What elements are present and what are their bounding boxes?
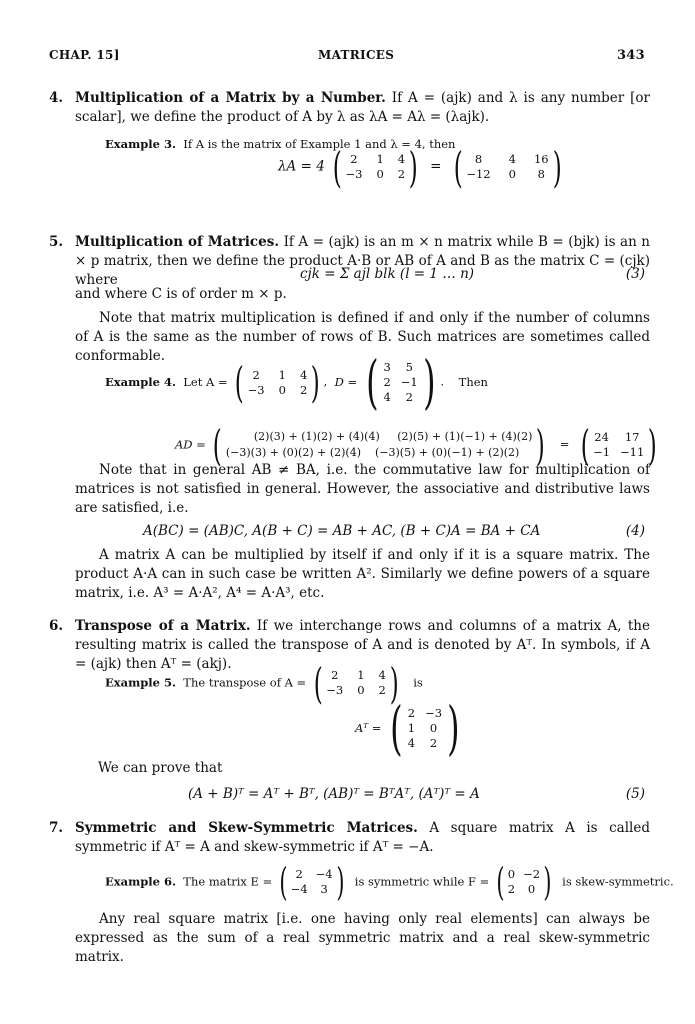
example-5-text: The transpose of A = <box>183 675 307 690</box>
ad-label: AD = <box>175 437 206 452</box>
transpose-result <box>355 694 465 762</box>
eq-5-label: (5) <box>625 786 645 802</box>
at-label: Aᵀ = <box>355 721 382 735</box>
matrix-at: ( 2 −3 1 0 4 2 ) <box>390 694 460 762</box>
formula-3: cjk = Σ ajl blk (l = 1 … n) <box>300 266 475 282</box>
running-title: MATRICES <box>318 48 395 62</box>
example-5 <box>105 658 423 708</box>
matrix-d: ( 3 5 2 −1 4 2 ) <box>365 348 436 416</box>
then-text: Then <box>458 375 488 389</box>
d-label: D = <box>334 375 358 389</box>
example-4-label: Example 4. <box>105 375 176 389</box>
laws-5: (A + B)ᵀ = Aᵀ + Bᵀ, (AB)ᵀ = BᵀAᵀ, (Aᵀ)ᵀ = A <box>188 786 480 802</box>
laws-4: A(BC) = (AB)C, A(B + C) = AB + AC, (B + C)A = BA + CA <box>143 523 541 539</box>
example-6 <box>105 859 674 904</box>
section-5-number: 5. <box>49 234 64 250</box>
ad-product: AD = ( (2)(3) + (1)(2) + (4)(4) (2)(5) + (1)(−1) + (4)(2) (−3)(3) + (0)(2) + (2)(4) (−3)(5) + (0)(−1) + (2)(2) ) = ( 24 17 −1 −11 ) <box>175 413 661 477</box>
example-6-label: Example 6. <box>105 874 176 889</box>
example-3-equation: λA = 4 ( 2 1 4 −3 0 2 ) = ( 8 4 16 −12 0 8 ) <box>278 152 565 182</box>
eq-4-label: (4) <box>625 523 645 539</box>
section-4-paragraph <box>75 89 650 127</box>
matrix-f: ( 0 −2 2 0 ) <box>496 859 552 904</box>
example-5-label: Example 5. <box>105 675 176 690</box>
section-5-title: Multiplication of Matrices. <box>75 234 280 250</box>
matrix-e: ( 2 −4 −4 3 ) <box>279 859 345 904</box>
matrix-a-ex4: ( 2 1 4 −3 0 2 ) <box>234 358 320 407</box>
chapter-label: CHAP. 15] <box>49 48 120 62</box>
section-5-text1: If A = (ajk) is an m × n matrix while B = (bjk) is an n × p matrix, then we define the product A·B or AB of A and B as the matrix C = (cjk) where <box>75 234 650 288</box>
section-7-text: A square matrix A is called symmetric if Aᵀ = A and skew-symmetric if Aᵀ = −A. <box>75 820 650 855</box>
section-6-number: 6. <box>49 618 64 634</box>
is-text: is <box>413 675 423 690</box>
section-7-title: Symmetric and Skew-Symmetric Matrices. <box>75 820 418 836</box>
example-6-text1: The matrix E = <box>183 874 273 889</box>
section-4-title: Multiplication of a Matrix by a Number. <box>75 90 386 106</box>
example-4: Example 4. Let A = ( 2 1 4 −3 0 2 ) , D = ( 3 5 2 −1 4 2 ) . Then <box>105 348 488 416</box>
section-5-text4: Note that in general AB ≠ BA, i.e. the commutative law for multiplication of matrices is not satisfied in general. However, the associative and distributive laws are satisfied, i.e. <box>75 462 650 516</box>
matrix-4a: ( 8 4 16 −12 0 8 ) <box>453 142 562 192</box>
section-6-text: If we interchange rows and columns of a matrix A, the resulting matrix is called the transpose of A and is denoted by Aᵀ. In symbols, if A = (ajk) then Aᵀ = (akj). <box>75 618 650 672</box>
example-3-text: If A is the matrix of Example 1 and λ = 4, then <box>183 137 456 151</box>
lambda-a-lhs: λA = 4 <box>278 158 325 175</box>
section-4-number: 4. <box>49 90 64 106</box>
example-6-text2: is symmetric while F = <box>354 874 490 889</box>
section-6-paragraph <box>75 617 650 674</box>
section-5-text3: Note that matrix multiplication is defined if and only if the number of columns of A is the same as the number of rows of B. Such matrices are sometimes called conformable. <box>75 310 650 364</box>
matrix-a: ( 2 1 4 −3 0 2 ) <box>332 142 418 192</box>
section-5-text5: A matrix A can be multiplied by itself if and only if it is a square matrix. The product A·A can in such case be written A². Similarly we define powers of a square matrix, i.e. A³ = A·A², A⁴ = A·A³, etc. <box>75 547 650 601</box>
section-5-text2: and where C is of order m × p. <box>75 286 287 302</box>
page-number: 343 <box>616 48 645 63</box>
example-4-let: Let A = <box>183 375 228 389</box>
eq-3-label: (3) <box>625 266 645 282</box>
matrix-a-ex5: ( 2 1 4 −3 0 2 ) <box>313 658 399 708</box>
example-3-label: Example 3. <box>105 137 176 151</box>
ad-expansion: ( (2)(3) + (1)(2) + (4)(4) (2)(5) + (1)(−1) + (4)(2) (−3)(3) + (0)(2) + (2)(4) (−3)(5) + (0)(−1) + (2)(2) ) <box>213 420 546 470</box>
section-6-title: Transpose of a Matrix. <box>75 618 251 634</box>
section-7-number: 7. <box>49 820 64 836</box>
section-7-text2: Any real square matrix [i.e. one having only real elements] can always be expressed as the sum of a real symmetric matrix and a real skew-symmetric matrix. <box>75 911 650 965</box>
section-4-text: If A = (ajk) and λ is any number [or scalar], we define the product of A by λ as λA = Aλ = (λajk). <box>75 90 651 125</box>
example-6-text3: is skew-symmetric. <box>562 874 674 889</box>
ad-result: ( 24 17 −1 −11 ) <box>580 420 658 470</box>
section-7-paragraph <box>75 819 650 857</box>
prove-text: We can prove that <box>98 760 223 776</box>
